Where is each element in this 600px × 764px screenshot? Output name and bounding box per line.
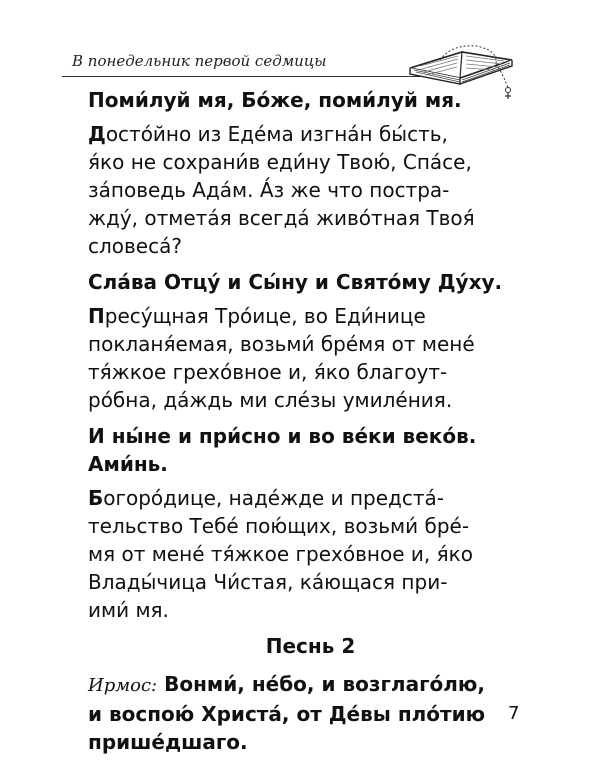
irmos (88, 670, 533, 756)
ode-heading: Песнь 2 (265, 634, 356, 658)
troparion-line: Досто́йно из Еде́ма изгна́н бы́сть, (88, 122, 448, 146)
drop-initial: П (88, 304, 105, 328)
running-header (62, 40, 542, 80)
troparion-line: тя́жкое грехо́вное и, я́ко благоут- (88, 360, 448, 384)
refrain-line: И ны́не и при́сно и во ве́ки веко́в. (88, 424, 477, 448)
troparion-adam (88, 120, 533, 260)
header-rule (62, 76, 454, 77)
running-title: В понедельник первой седмицы (72, 52, 327, 70)
troparion-line: мя от мене́ тя́жкое грехо́вное и, я́ко (88, 542, 473, 566)
troparion-line: тельство Тебе́ пою́щих, возьми́ бре́- (88, 514, 470, 538)
irmos-line: прише́дшаго. (88, 730, 248, 754)
page-number: 7 (508, 703, 520, 724)
troparion-line: Пресу́щная Тро́ице, во Еди́нице (88, 304, 426, 328)
troparion-trinity (88, 302, 533, 414)
refrain-line: Ами́нь. (88, 452, 168, 476)
irmos-line: и воспою́ Христа́, от Де́вы пло́тию (88, 702, 486, 726)
page-body (88, 86, 533, 764)
drop-initial: Д (88, 122, 106, 146)
irmos-label: Ирмос: (88, 675, 158, 696)
troparion-line: жду́, отмета́я всегда́ живо́тная Твоя́ (88, 206, 475, 230)
refrain-line: Сла́ва Отцу́ и Сы́ну и Свято́му Ду́ху. (88, 270, 503, 294)
refrain-now-and-ever (88, 422, 533, 478)
refrain-line: Поми́луй мя, Бо́же, поми́луй мя. (88, 88, 462, 112)
troparion-line: ими́ мя. (88, 598, 169, 622)
troparion-theotokos (88, 484, 533, 624)
troparion-line: Богоро́дице, наде́жде и предста́- (88, 486, 444, 510)
troparion-line: за́поведь Ада́м. А́з же что пострa- (88, 178, 450, 202)
irmos-line: Ирмос: Вонми́, не́бо, и возглаго́лю, (88, 672, 485, 696)
drop-initial: Б (88, 486, 104, 510)
troparion-line: Влады́чица Чи́стая, ка́ющася при- (88, 570, 448, 594)
troparion-line: покланя́емая, возьми́ бре́мя от мене́ (88, 332, 475, 356)
troparion-line: я́ко не сохрани́в еди́ну Твою́, Спа́се, (88, 150, 472, 174)
refrain-glory (88, 268, 533, 296)
troparion-line: словеса́? (88, 234, 182, 258)
refrain-have-mercy (88, 86, 533, 114)
troparion-line: ро́бна, да́ждь ми слéзы умиле́ния. (88, 388, 453, 412)
